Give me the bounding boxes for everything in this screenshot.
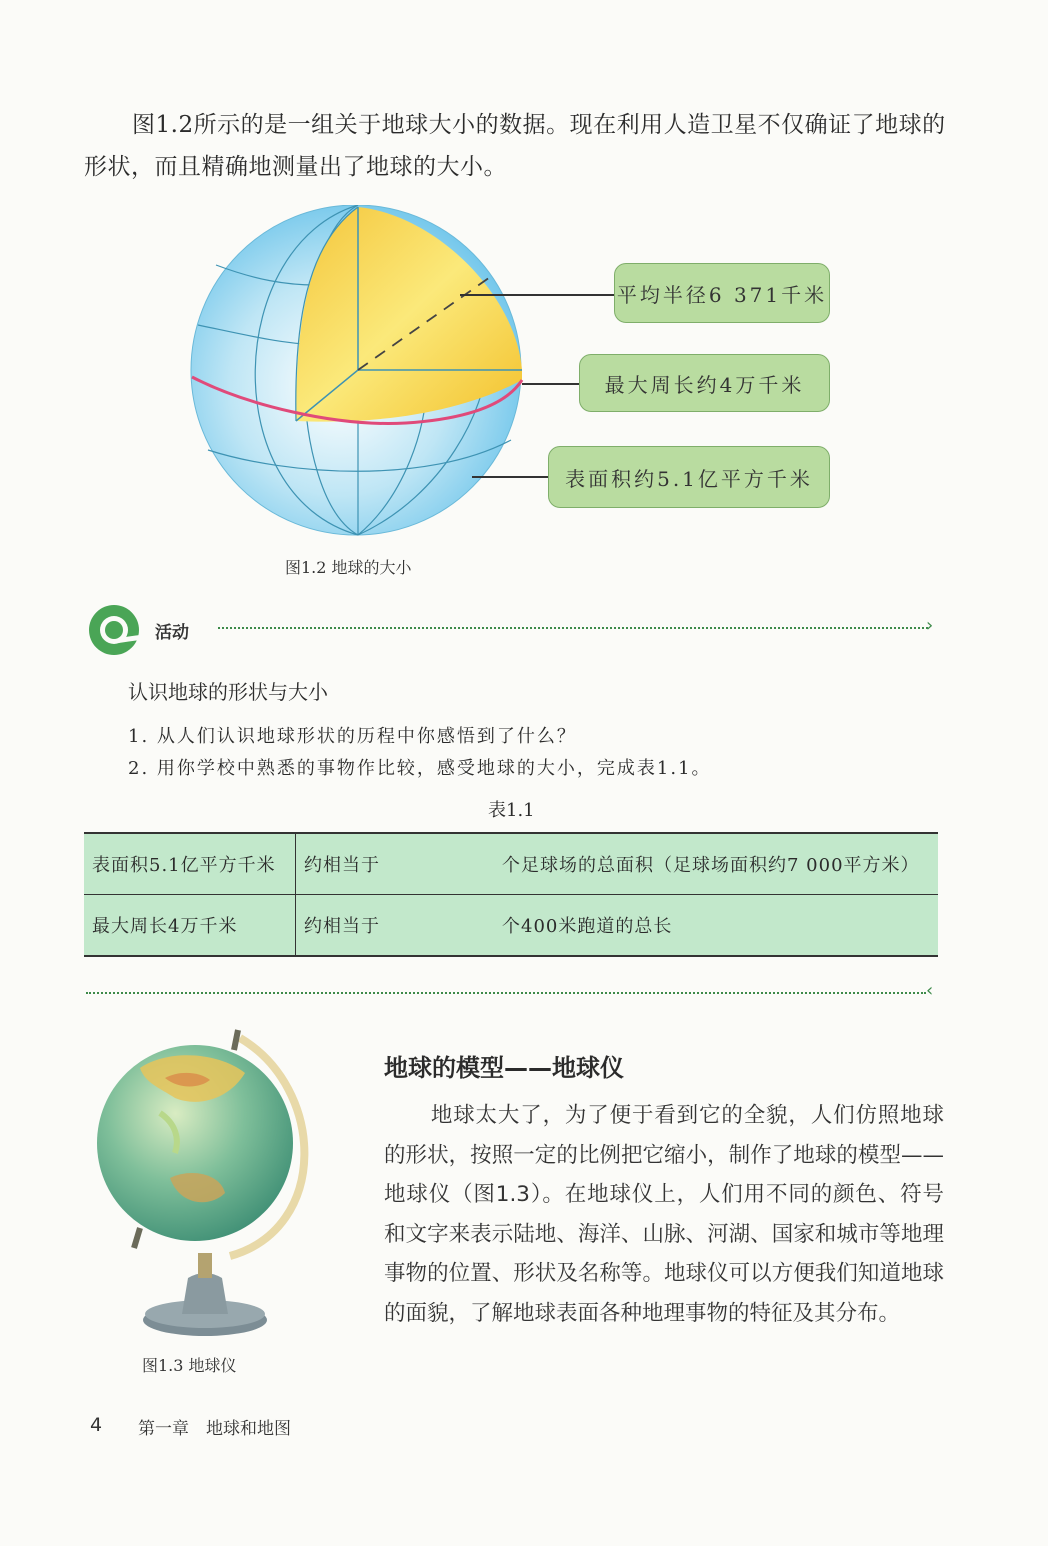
comparison-text: 个400米跑道的总长 [502, 916, 673, 937]
table-title: 表1.1 [488, 800, 535, 821]
leader-line-radius [460, 294, 615, 296]
page-number: 4 [90, 1414, 103, 1436]
table-cell-comparison [472, 895, 938, 957]
intro-paragraph [84, 104, 954, 188]
activity-divider-bottom [86, 992, 926, 994]
activity-question-2: 2. 用你学校中熟悉的事物作比较，感受地球的大小，完成表1.1。 [128, 758, 712, 779]
activity-icon [88, 604, 140, 656]
figure-earth-size [186, 205, 846, 545]
comparison-text: 个足球场的总面积（足球场面积约7 000平方米） [502, 855, 920, 876]
figure-1-3-caption: 图1.3 地球仪 [142, 1356, 237, 1375]
callout-radius: 平均半径6 371千米 [614, 263, 830, 323]
table-row [84, 833, 938, 895]
comparison-table [84, 832, 938, 957]
activity-subtitle: 认识地球的形状与大小 [128, 680, 328, 704]
table-cell-quantity: 最大周长4万千米 [84, 895, 296, 957]
section-title: 地球的模型——地球仪 [384, 1054, 624, 1082]
activity-divider-top [218, 627, 928, 629]
section-body-text: 地球太大了，为了便于看到它的全貌，人们仿照地球的形状，按照一定的比例把它缩小，制作了地球的模型——地球仪（图1.3）。在地球仪上，人们用不同的颜色、符号和文字来表示陆地、海洋、山脉、河湖、国家和城市等地理事物的位置、形状及名称等。地球仪可以方便我们知道地球的面貌，了解地球表面各种地理事物的特征及其分布。 [384, 1103, 944, 1326]
earth-cutaway-diagram [186, 205, 531, 540]
table-cell-relation: 约相当于 [296, 833, 473, 895]
section-body [384, 1096, 944, 1333]
figure-1-2-caption: 图1.2 地球的大小 [285, 558, 412, 577]
table-cell-quantity: 表面积5.1亿平方千米 [84, 833, 296, 895]
chapter-title: 第一章 地球和地图 [138, 1419, 291, 1439]
table-cell-relation: 约相当于 [304, 916, 380, 937]
callout-surface-area: 表面积约5.1亿平方千米 [548, 446, 830, 508]
globe-illustration [80, 1028, 330, 1338]
table-cell-comparison [472, 833, 938, 895]
table-row [84, 895, 938, 957]
intro-text: 图1.2所示的是一组关于地球大小的数据。现在利用人造卫星不仅确证了地球的形状，而且精确地测量出了地球的大小。 [84, 112, 946, 180]
leader-line-area [472, 476, 548, 478]
callout-circumference: 最大周长约4万千米 [579, 354, 830, 412]
chevron-left-icon: ‹ [926, 980, 934, 1001]
chevron-right-icon: › [926, 615, 934, 636]
activity-title: 活动 [155, 623, 189, 643]
leader-line-circumference [522, 383, 580, 385]
activity-question-1: 1. 从人们认识地球形状的历程中你感悟到了什么？ [128, 726, 577, 747]
